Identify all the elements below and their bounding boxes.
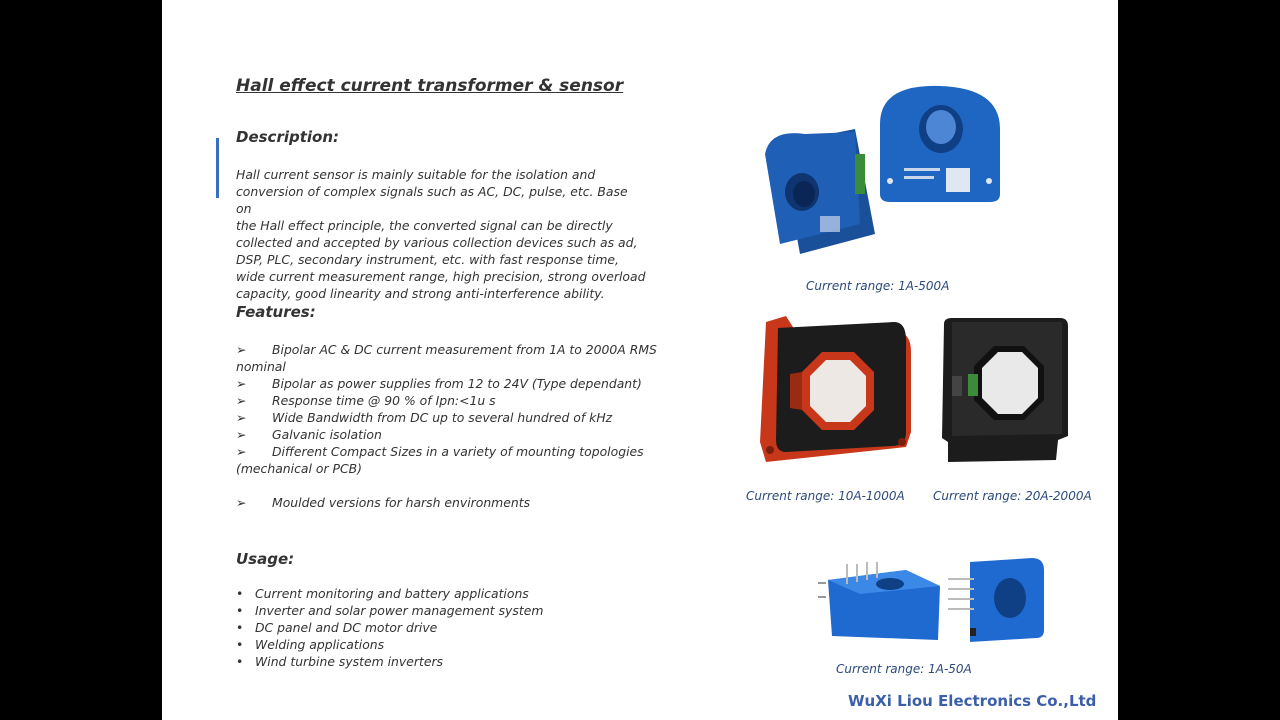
company-name: WuXi Liou Electronics Co.,Ltd (848, 692, 1097, 710)
usage-heading: Usage: (236, 550, 295, 568)
accent-bar (216, 138, 219, 198)
dot-bullet-icon: • (236, 637, 244, 652)
arrow-bullet-icon: ➢ (236, 495, 247, 510)
caption-top: Current range: 1A-500A (806, 279, 950, 293)
dot-bullet-icon: • (236, 603, 244, 618)
small-blue-sensor-pair-image (810, 552, 1056, 652)
caption-bottom: Current range: 1A-50A (836, 662, 972, 676)
blue-sensor-pair-image (760, 84, 1010, 259)
arrow-bullet-icon: ➢ (236, 342, 247, 357)
usage-list (236, 585, 666, 670)
features-heading: Features: (236, 303, 316, 321)
list-item: • Wind turbine system inverters (236, 654, 443, 669)
page-title: Hall effect current transformer & sensor (236, 76, 624, 96)
arrow-bullet-icon: ➢ (236, 410, 247, 425)
list-item: • Welding applications (236, 637, 385, 652)
description-line: Hall current sensor is mainly suitable for the isolation and (236, 167, 596, 182)
features-list (236, 341, 666, 511)
description-heading: Description: (236, 128, 340, 146)
arrow-bullet-icon: ➢ (236, 376, 247, 391)
description-text (236, 166, 646, 302)
list-item: • DC panel and DC motor drive (236, 620, 438, 635)
dot-bullet-icon: • (236, 654, 244, 669)
description-line: the Hall effect principle, the converted signal can be directly (236, 218, 613, 233)
description-line: collected and accepted by various collection devices such as ad, (236, 235, 638, 250)
dot-bullet-icon: • (236, 586, 244, 601)
arrow-bullet-icon: ➢ (236, 444, 247, 459)
list-item: • Inverter and solar power management system (236, 603, 544, 618)
description-line: DSP, PLC, secondary instrument, etc. with fast response time, (236, 252, 619, 267)
list-item: ➢ Galvanic isolation (236, 427, 382, 442)
description-line: wide current measurement range, high precision, strong overload (236, 269, 646, 284)
caption-mid-right: Current range: 20A-2000A (933, 489, 1092, 503)
list-item: ➢ Bipolar AC & DC current measurement from 1A to 2000A RMS nominal (236, 342, 657, 374)
description-line: capacity, good linearity and strong anti-interference ability. (236, 286, 605, 301)
list-item: ➢ Response time @ 90 % of Ipn:<1u s (236, 393, 496, 408)
arrow-bullet-icon: ➢ (236, 393, 247, 408)
red-sensor-image (756, 312, 916, 467)
list-item: ➢ Different Compact Sizes in a variety of mounting topologies (mechanical or PCB) (236, 444, 644, 476)
caption-mid-left: Current range: 10A-1000A (746, 489, 905, 503)
list-item: ➢ Moulded versions for harsh environments (236, 495, 531, 510)
description-line: conversion of complex signals such as AC, DC, pulse, etc. Base on (236, 184, 628, 216)
list-item: ➢ Bipolar as power supplies from 12 to 24V (Type dependant) (236, 376, 642, 391)
slide-page (162, 0, 1118, 720)
dot-bullet-icon: • (236, 620, 244, 635)
list-item: ➢ Wide Bandwidth from DC up to several hundred of kHz (236, 410, 613, 425)
list-item: • Current monitoring and battery applications (236, 586, 529, 601)
arrow-bullet-icon: ➢ (236, 427, 247, 442)
black-sensor-image (938, 316, 1074, 466)
